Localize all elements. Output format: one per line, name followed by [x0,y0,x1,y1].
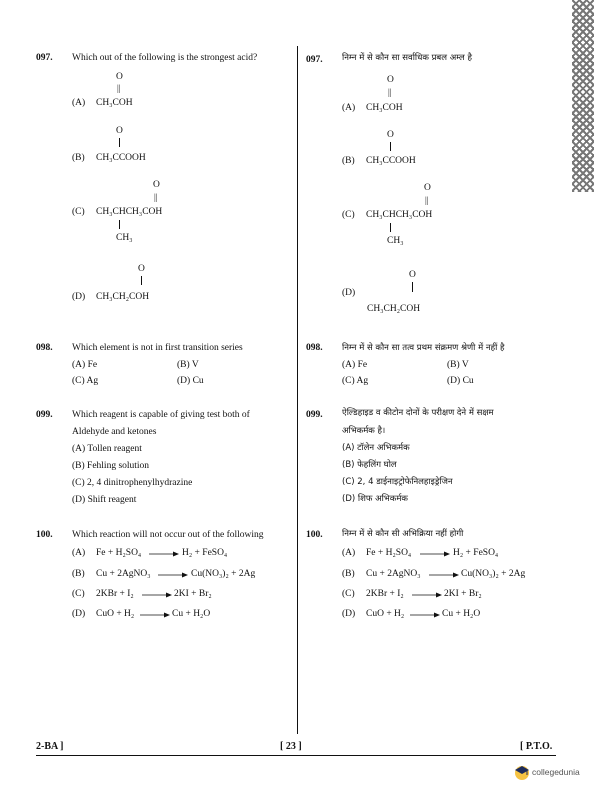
q97-c-double-bond: || [154,192,158,202]
q97-hi-b-bond [390,142,391,151]
q98-en-option-c: (C) Ag [72,376,99,386]
q98-hi-option-d: (D) Cu [447,376,474,386]
q100-en-option-a-label: (A) [72,548,86,558]
q99-en-option-d: (D) Shift reagent [72,495,137,505]
q99-question-line1: Which reagent is capable of giving test both of [72,410,250,420]
q97-hi-option-c-formula: CH₃CHCH₃COH [366,210,433,220]
q97-b-bond [119,138,120,147]
q100-hi-option-a-rhs: H₂ + FeSO₄ [453,548,499,558]
q98-hi-number: 098. [306,343,323,353]
q97-hi-option-c-label: (C) [342,210,355,220]
q100-hi-option-a-label: (A) [342,548,356,558]
q98-en-option-b: (B) V [177,360,199,370]
footer-page-number: [ 23 ] [280,741,302,752]
collegedunia-logo-text: collegedunia [532,767,580,777]
q97-d-bond [141,276,142,285]
q100-hi-option-c-rhs: 2KI + Br₂ [444,589,482,599]
q97-en-option-c-branch: CH₃ [116,233,133,243]
q100-en-option-a-lhs: Fe + H₂SO₄ [96,548,142,558]
q99-number: 099. [36,410,53,420]
q100-hi-option-b-label: (B) [342,569,355,579]
q100-hi-option-a-lhs: Fe + H₂SO₄ [366,548,412,558]
q97-hi-option-b-formula: CH₃CCOOH [366,156,416,166]
q100-en-option-a-arrow [149,548,179,558]
q99-en-option-c: (C) 2, 4 dinitrophenylhydrazine [72,478,193,488]
q100-hi-option-c-label: (C) [342,589,355,599]
q97-hi-a-double-bond: || [388,87,392,97]
q97-en-option-c-formula: CH₃CHCH₃COH [96,207,163,217]
q99-hi-question-line1: ऐल्डिहाइड व कीटोन दोनों के परीक्षण देने में सक्षम [342,408,494,418]
q99-question-line2: Aldehyde and ketones [72,427,157,437]
q100-en-option-c-label: (C) [72,589,85,599]
q97-a-oxygen: O [116,72,123,82]
q97-en-option-b-formula: CH₃CCOOH [96,153,146,163]
footer-booklet-code: 2-BA ] [36,741,64,752]
q100-number: 100. [36,530,53,540]
q97-hi-option-d-label: (D) [342,288,356,298]
q98-en-option-d: (D) Cu [177,376,204,386]
q98-hi-option-b: (B) V [447,360,469,370]
q97-hi-number: 097. [306,55,323,65]
q100-hi-option-c-lhs: 2KBr + I₂ [366,589,404,599]
q100-hi-option-d-lhs: CuO + H₂ [366,609,405,619]
q100-en-option-b-lhs: Cu + 2AgNO₃ [96,569,151,579]
q97-hi-option-c-branch: CH₃ [387,236,404,246]
q100-hi-option-b-rhs: Cu(NO₃)₂ + 2Ag [461,569,526,579]
q100-hi-option-d-rhs: Cu + H₂O [442,609,481,619]
q97-hi-c-double-bond: || [425,195,429,205]
q97-hi-b-oxygen: O [387,130,394,140]
q97-hi-question: निम्न में से कौन सा सर्वाधिक प्रबल अम्ल है [342,53,472,63]
q98-hi-option-c: (C) Ag [342,376,369,386]
q100-hi-option-b-arrow [429,569,459,579]
q97-hi-option-a-formula: CH₃COH [366,103,403,113]
q97-en-option-d-label: (D) [72,292,86,302]
q97-en-option-a-formula: CH₃COH [96,98,133,108]
q100-question: Which reaction will not occur out of the following [72,530,264,540]
q97-hi-d-bond [412,282,413,292]
q99-en-option-a: (A) Tollen reagent [72,444,142,454]
q97-en-option-b-label: (B) [72,153,85,163]
q100-en-option-b-label: (B) [72,569,85,579]
q100-hi-option-d-label: (D) [342,609,356,619]
q99-hi-question-line2: अभिकर्मक है। [342,426,386,436]
q99-hi-number: 099. [306,410,323,420]
q97-en-option-a-label: (A) [72,98,86,108]
q97-hi-a-oxygen: O [387,75,394,85]
q99-hi-option-d: (D) शिफ अभिकर्मक [342,494,408,504]
q98-number: 098. [36,343,53,353]
q99-hi-option-c: (C) 2, 4 डाईनाइट्रोफेनिलहाइड्रेजिन [342,477,453,487]
q100-hi-question: निम्न में से कौन सी अभिक्रिया नहीं होगी [342,529,464,539]
q97-question: Which out of the following is the strongest acid? [72,53,258,63]
q98-question: Which element is not in first transition series [72,343,243,353]
q99-hi-option-b: (B) फेहलिंग घोल [342,460,397,470]
q100-en-option-c-arrow [142,589,172,599]
q100-en-option-d-label: (D) [72,609,86,619]
q97-en-option-c-label: (C) [72,207,85,217]
q97-hi-option-a-label: (A) [342,103,356,113]
q97-c-branch-bond [119,220,120,229]
q100-en-option-c-rhs: 2KI + Br₂ [174,589,212,599]
q97-hi-option-d-formula: CH₃CH₂COH [367,304,421,314]
footer-pto: [ P.T.O. [520,741,553,752]
q98-hi-question: निम्न में से कौन सा तत्व प्रथम संक्रमण श्रेणी में नहीं है [342,343,505,353]
decorative-border-pattern [572,0,594,192]
q100-en-option-d-rhs: Cu + H₂O [172,609,211,619]
q97-hi-c-branch-bond [390,223,391,232]
q97-hi-option-b-label: (B) [342,156,355,166]
q98-hi-option-a: (A) Fe [342,360,368,370]
q100-hi-option-d-arrow [410,609,440,619]
column-divider [297,46,298,734]
q100-en-option-a-rhs: H₂ + FeSO₄ [182,548,228,558]
q100-en-option-d-lhs: CuO + H₂ [96,609,135,619]
q97-hi-c-oxygen: O [424,183,431,193]
q100-hi-option-b-lhs: Cu + 2AgNO₃ [366,569,421,579]
q100-hi-number: 100. [306,530,323,540]
q99-hi-option-a: (A) टॉलेन अभिकर्मक [342,443,410,453]
q100-en-option-c-lhs: 2KBr + I₂ [96,589,134,599]
q97-hi-d-oxygen: O [409,270,416,280]
q100-en-option-b-rhs: Cu(NO₃)₂ + 2Ag [191,569,256,579]
q97-d-oxygen: O [138,264,145,274]
footer-rule [36,755,556,756]
q100-hi-option-a-arrow [420,548,450,558]
q100-hi-option-c-arrow [412,589,442,599]
q98-en-option-a: (A) Fe [72,360,98,370]
q97-en-option-d-formula: CH₃CH₂COH [96,292,150,302]
q100-en-option-d-arrow [140,609,170,619]
q99-en-option-b: (B) Fehling solution [72,461,150,471]
q97-number: 097. [36,53,53,63]
q97-b-oxygen: O [116,126,123,136]
q100-en-option-b-arrow [158,569,188,579]
q97-a-double-bond: || [117,83,121,93]
q97-c-oxygen: O [153,180,160,190]
